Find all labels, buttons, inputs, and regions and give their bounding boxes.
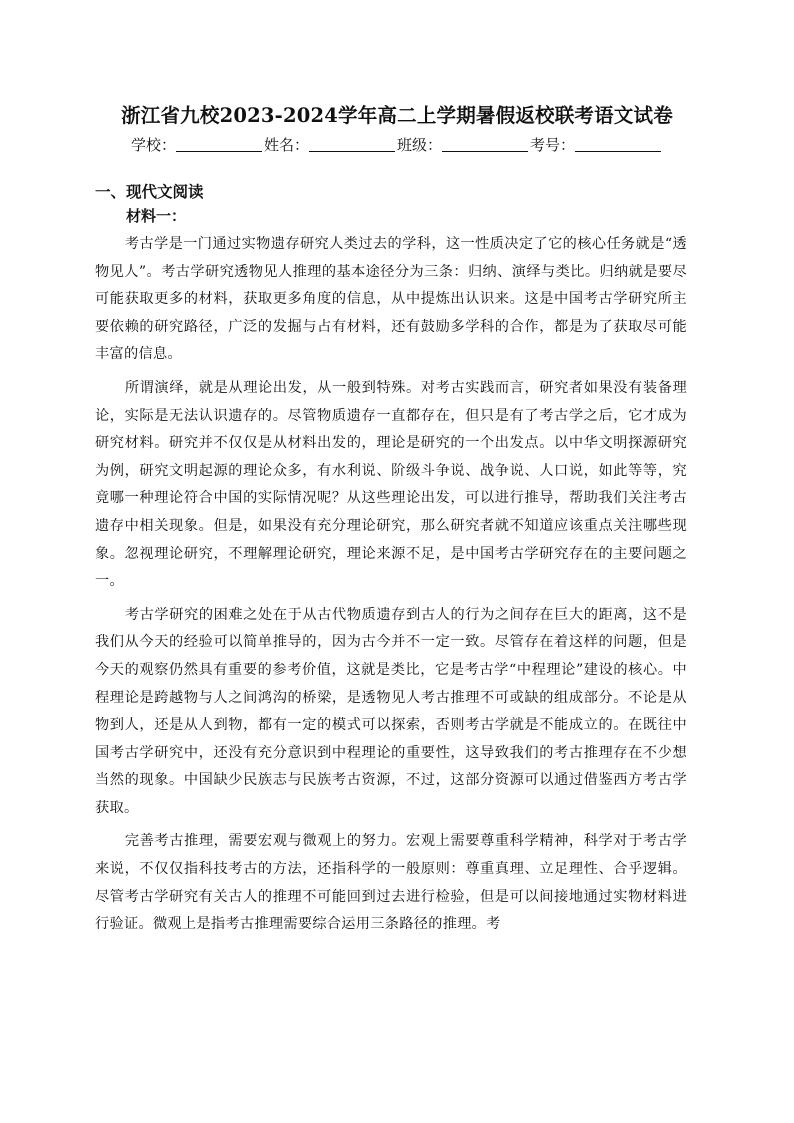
student-info-line xyxy=(0,134,794,156)
exam-number-blank[interactable] xyxy=(575,136,661,152)
exam-title: 浙江省九校2023-2024学年高二上学期暑假返校联考语文试卷 xyxy=(121,104,673,127)
class-label: 班级： xyxy=(397,136,443,154)
paragraph: 考古学研究的困难之处在于从古代物质遗存到古人的行为之间存在巨大的距离，这不是我们从今天的经验可以简单推导的，因为古今并不一定一致。尽管存在着这样的问题，但是今天的观察仍然具有重要的参考价值，这就是类比，它是考古学“中程理论”建设的核心。中程理论是跨越物与人之间鸿沟的桥梁，是透物见人考古推理不可或缺的组成部分。不论是从物到人，还是从人到物，都有一定的模式可以探索，否则考古学就是不能成立的。在既往中国考古学研究中，还没有充分意识到中程理论的重要性，这导致我们的考古推理存在不少想当然的现象。中国缺少民族志与民族考古资源，不过，这部分资源可以通过借鉴西方考古学获取。 xyxy=(95,606,687,816)
paragraph: 完善考古推理，需要宏观与微观上的努力。宏观上需要尊重科学精神，科学对于考古学来说，不仅仅指科技考古的方法，还指科学的一般原则：尊重真理、立足理性、合乎逻辑。尽管考古学研究有关古人的推理不可能回到过去进行检验，但是可以间接地通过实物材料进行验证。微观上是指考古推理需要综合运用三条路径的推理。考 xyxy=(95,833,687,933)
name-label: 姓名： xyxy=(263,136,309,154)
paragraph: 所谓演绎，就是从理论出发，从一般到特殊。对考古实践而言，研究者如果没有装备理论，实际是无法认识遗存的。尽管物质遗存一直都存在，但只是有了考古学之后，它才成为研究材料。研究并不仅仅是从材料出发的，理论是研究的一个出发点。以中华文明探源研究为例，研究文明起源的理论众多，有水利说、阶级斗争说、战争说、人口说，如此等等，究竟哪一种理论符合中国的实际情况呢？从这些理论出发，可以进行推导，帮助我们关注考古遗存中相关现象。但是，如果没有充分理论研究，那么研究者就不知道应该重点关注哪些现象。忽视理论研究，不理解理论研究，理论来源不足，是中国考古学研究存在的主要问题之一。 xyxy=(95,379,687,590)
school-label: 学校： xyxy=(130,136,176,154)
section-heading: 一、现代文阅读 xyxy=(95,183,204,201)
reading-passage xyxy=(95,231,687,945)
paragraph: 考古学是一门通过实物遗存研究人类过去的学科，这一性质决定了它的核心任务就是“透物见人”。考古学研究透物见人推理的基本途径分为三条：归纳、演绎与类比。归纳就是要尽可能获取更多的材料，获取更多角度的信息，从中提炼出认识来。这是中国考古学研究所主要依赖的研究路径，广泛的发掘与占有材料，还有鼓励多学科的合作，都是为了获取尽可能丰富的信息。 xyxy=(95,236,687,363)
exam-number-label: 考号： xyxy=(530,136,576,154)
class-blank[interactable] xyxy=(442,136,528,152)
material-label: 材料一： xyxy=(126,207,187,225)
name-blank[interactable] xyxy=(309,136,395,152)
school-blank[interactable] xyxy=(176,136,262,152)
